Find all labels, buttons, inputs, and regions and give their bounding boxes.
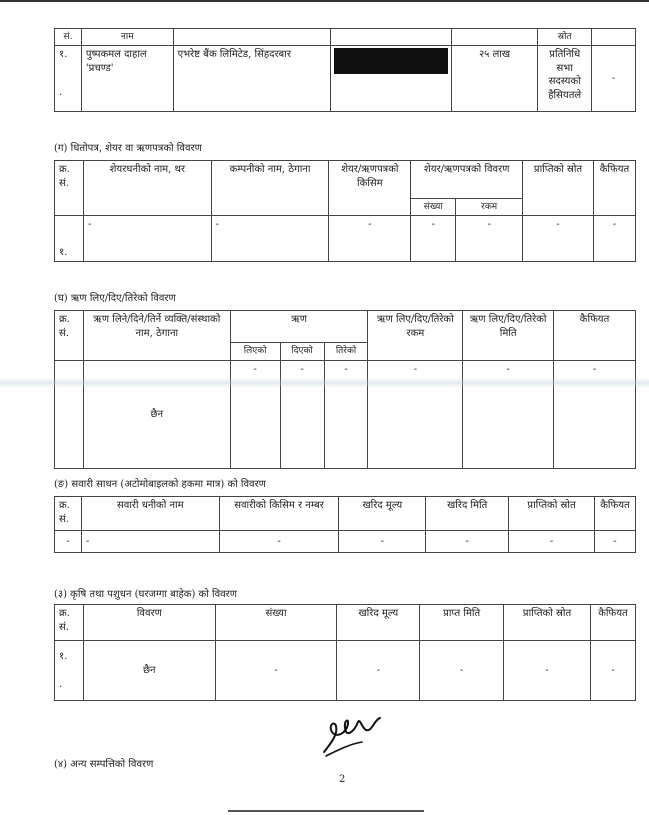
gh-h-remark: कैफियत xyxy=(554,311,636,361)
gh-h-given: दिएको xyxy=(280,343,324,361)
header-source: स्रोत xyxy=(538,29,592,46)
signature-image xyxy=(318,712,408,760)
ag-dash: - xyxy=(337,641,420,701)
section-g-title: (ग) धितोपत्र, शेयर वा ऋणपत्रको विवरण xyxy=(54,143,202,154)
section-3-title: (३) कृषि तथा पशुधन (घरजग्गा बाहेक) को विवरण xyxy=(54,589,238,600)
ag-h-price: खरिद मूल्य xyxy=(337,605,420,641)
g-row-dash: - xyxy=(411,216,456,262)
ag-dash: - xyxy=(215,641,337,701)
gh-dash: - xyxy=(463,361,554,469)
g-h-amount: रकम xyxy=(456,199,523,216)
deposit-remark: - xyxy=(592,46,636,112)
loan-table xyxy=(54,310,636,469)
g-h-source: प्राप्तिको स्रोत xyxy=(523,161,594,216)
ag-none: छैन xyxy=(83,641,215,701)
header-sn: सं. xyxy=(55,29,82,46)
gh-dash: - xyxy=(368,361,463,469)
section-ng-title: (ङ) सवारी साधन (अटोमोबाइलको हकमा मात्र) को विवरण xyxy=(54,479,266,490)
ag-h-date: प्राप्त मिति xyxy=(420,605,504,641)
row-dot: . xyxy=(59,86,63,98)
bank-deposit-table xyxy=(54,28,636,112)
g-row-dash: - xyxy=(523,216,594,262)
bottom-rule xyxy=(228,810,424,812)
redacted-box xyxy=(334,48,448,74)
gh-h-amount: ऋण लिए/दिए/तिरेको रकम xyxy=(368,311,463,361)
ag-h-remark: कैफियत xyxy=(590,605,635,641)
g-h-sn: क्र. सं. xyxy=(55,161,84,216)
row-sn: १. xyxy=(59,49,68,61)
gh-dash: - xyxy=(230,361,280,469)
account-holder-name: पुष्पकमल दाहाल 'प्रचण्ड' xyxy=(81,46,173,112)
page-number: 2 xyxy=(339,774,346,785)
ng-dash: - xyxy=(426,531,509,553)
g-row-dash: - xyxy=(329,216,411,262)
deposit-source: प्रतिनिधि सभा सदस्यको हैसियतले xyxy=(538,46,592,112)
ng-dash: - xyxy=(594,531,635,553)
top-rule xyxy=(0,0,649,2)
g-h-details: शेयर/ऋणपत्रको विवरण xyxy=(411,161,523,199)
g-h-remark: कैफियत xyxy=(593,161,635,216)
ng-h-price: खरिद मूल्य xyxy=(339,497,426,531)
ag-dash: - xyxy=(504,641,591,701)
securities-table xyxy=(54,160,636,262)
g-row-dash: - xyxy=(456,216,523,262)
g-h-shareholder: शेयरधनीको नाम, थर xyxy=(83,161,211,216)
ag-h-sn: क्र. सं. xyxy=(55,605,84,641)
section-4-title: (४) अन्य सम्पत्तिको विवरण xyxy=(54,759,154,770)
agriculture-table xyxy=(54,604,636,701)
vehicle-table xyxy=(54,496,636,553)
gh-dash: - xyxy=(280,361,324,469)
deposit-amount: २५ लाख xyxy=(451,46,538,112)
ag-h-source: प्राप्तिको स्रोत xyxy=(504,605,591,641)
gh-h-date: ऋण लिए/दिए/तिरेको मिति xyxy=(463,311,554,361)
ag-row-sn: १. xyxy=(59,651,68,662)
g-h-count: संख्या xyxy=(411,199,456,216)
ag-dash: - xyxy=(590,641,635,701)
ag-row-dot: . xyxy=(59,678,63,690)
header-name: नाम xyxy=(81,29,173,46)
ag-dash: - xyxy=(420,641,504,701)
ng-h-date: खरिद मिति xyxy=(426,497,509,531)
g-row-dash: - xyxy=(593,216,635,262)
g-row-dash: - xyxy=(83,216,211,262)
ng-h-source: प्राप्तिको स्रोत xyxy=(509,497,595,531)
g-row-dash: - xyxy=(211,216,329,262)
ng-h-sn: क्र. सं. xyxy=(55,497,82,531)
g-h-company: कम्पनीको नाम, ठेगाना xyxy=(211,161,329,216)
ng-dash: - xyxy=(55,531,82,553)
gh-h-taken: लिएको xyxy=(230,343,280,361)
g-row-sn: १. xyxy=(55,216,84,262)
ng-dash: - xyxy=(219,531,339,553)
scan-artifact xyxy=(0,378,649,388)
gh-h-loan: ऋण xyxy=(230,311,368,343)
gh-none: छैन xyxy=(83,361,230,469)
section-gh-title: (घ) ऋण लिए/दिए/तिरेको विवरण xyxy=(54,293,176,304)
gh-dash: - xyxy=(324,361,368,469)
ng-h-owner: सवारी धनीको नाम xyxy=(81,497,219,531)
gh-h-sn: क्र. सं. xyxy=(55,311,84,361)
g-h-type: शेयर/ऋणपत्रको किसिम xyxy=(329,161,411,216)
ng-dash: - xyxy=(339,531,426,553)
gh-h-person: ऋण लिने/दिने/तिर्ने व्यक्ति/संस्थाको नाम, ठेगाना xyxy=(83,311,230,361)
ng-dash: - xyxy=(509,531,595,553)
ag-h-count: संख्या xyxy=(215,605,337,641)
ng-h-type: सवारीको किसिम र नम्बर xyxy=(219,497,339,531)
bank-name: एभरेष्ट बैंक लिमिटेड, सिंहदरबार xyxy=(173,46,330,112)
ag-h-desc: विवरण xyxy=(83,605,215,641)
ng-dash: - xyxy=(81,531,219,553)
gh-h-paid: तिरेको xyxy=(324,343,368,361)
gh-dash: - xyxy=(554,361,636,469)
ng-h-remark: कैफियत xyxy=(594,497,635,531)
